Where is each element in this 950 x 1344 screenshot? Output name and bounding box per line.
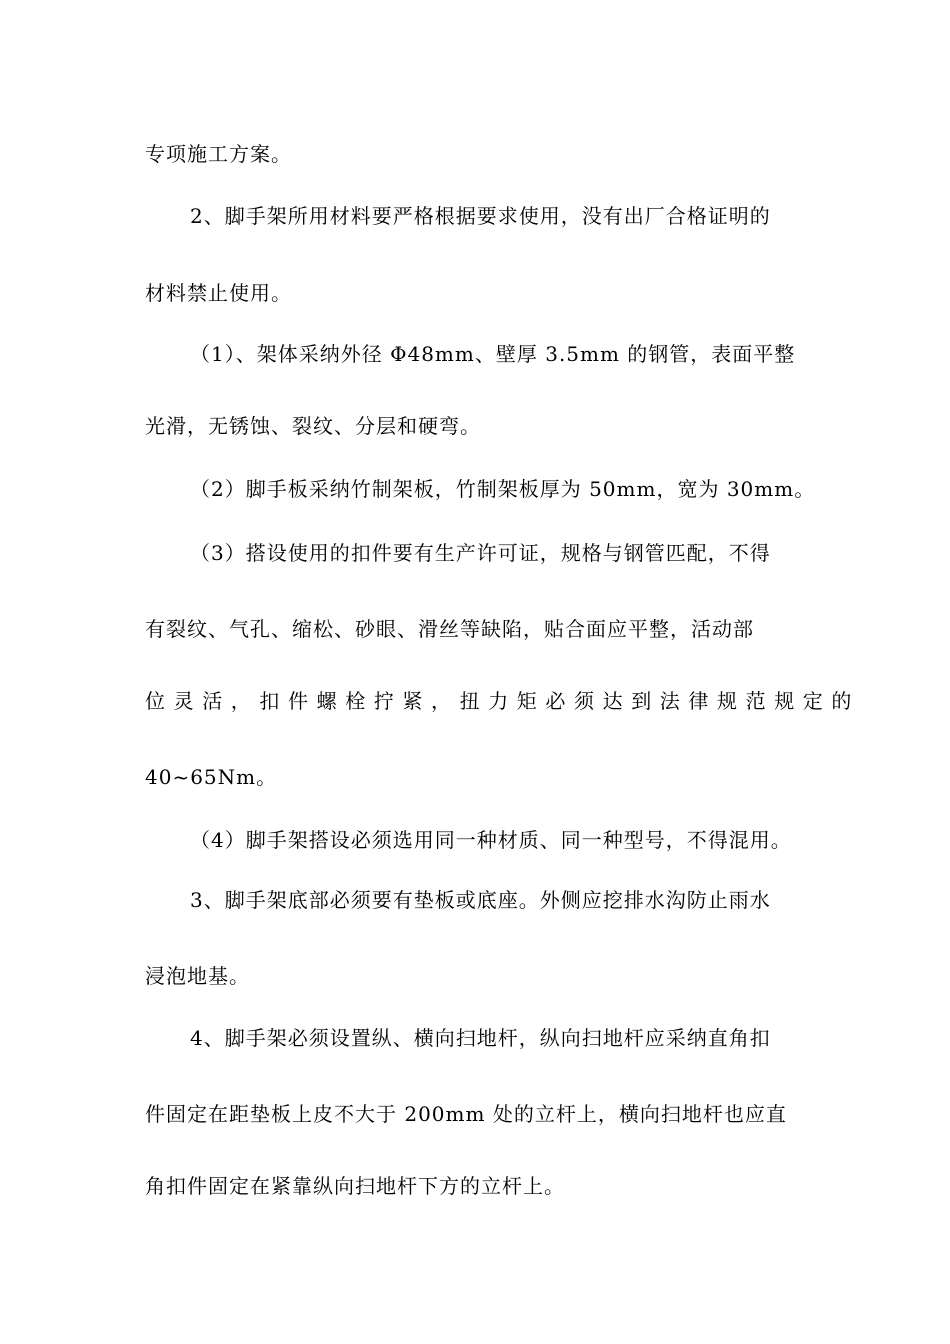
text-line-11: （4）脚手架搭设必须选用同一种材质、同一种型号，不得混用。	[190, 828, 792, 852]
text-line-2: 2、脚手架所用材料要严格根据要求使用，没有出厂合格证明的	[190, 204, 771, 228]
text-line-8: 有裂纹、气孔、缩松、砂眼、滑丝等缺陷，贴合面应平整，活动部	[145, 617, 754, 641]
text-line-6: （2）脚手板采纳竹制架板，竹制架板厚为 50mm，宽为 30mm。	[190, 477, 816, 501]
text-line-1: 专项施工方案。	[145, 142, 292, 166]
text-line-13: 浸泡地基。	[145, 964, 250, 988]
text-line-16: 角扣件固定在紧靠纵向扫地杆下方的立杆上。	[145, 1174, 565, 1198]
text-line-9: 位灵活，扣件螺栓拧紧，扭力矩必须达到法律规范规定的	[145, 689, 860, 713]
text-line-12: 3、脚手架底部必须要有垫板或底座。外侧应挖排水沟防止雨水	[190, 888, 771, 912]
text-line-7: （3）搭设使用的扣件要有生产许可证，规格与钢管匹配，不得	[190, 541, 771, 565]
text-line-15: 件固定在距垫板上皮不大于 200mm 处的立杆上，横向扫地杆也应直	[145, 1102, 787, 1126]
text-line-5: 光滑，无锈蚀、裂纹、分层和硬弯。	[145, 414, 481, 438]
text-line-14: 4、脚手架必须设置纵、横向扫地杆，纵向扫地杆应采纳直角扣	[190, 1026, 771, 1050]
text-line-10: 40~65Nm。	[145, 765, 278, 789]
text-line-3: 材料禁止使用。	[145, 281, 292, 305]
text-line-4: （1）、架体采纳外径 Φ48mm、壁厚 3.5mm 的钢管，表面平整	[190, 342, 796, 366]
